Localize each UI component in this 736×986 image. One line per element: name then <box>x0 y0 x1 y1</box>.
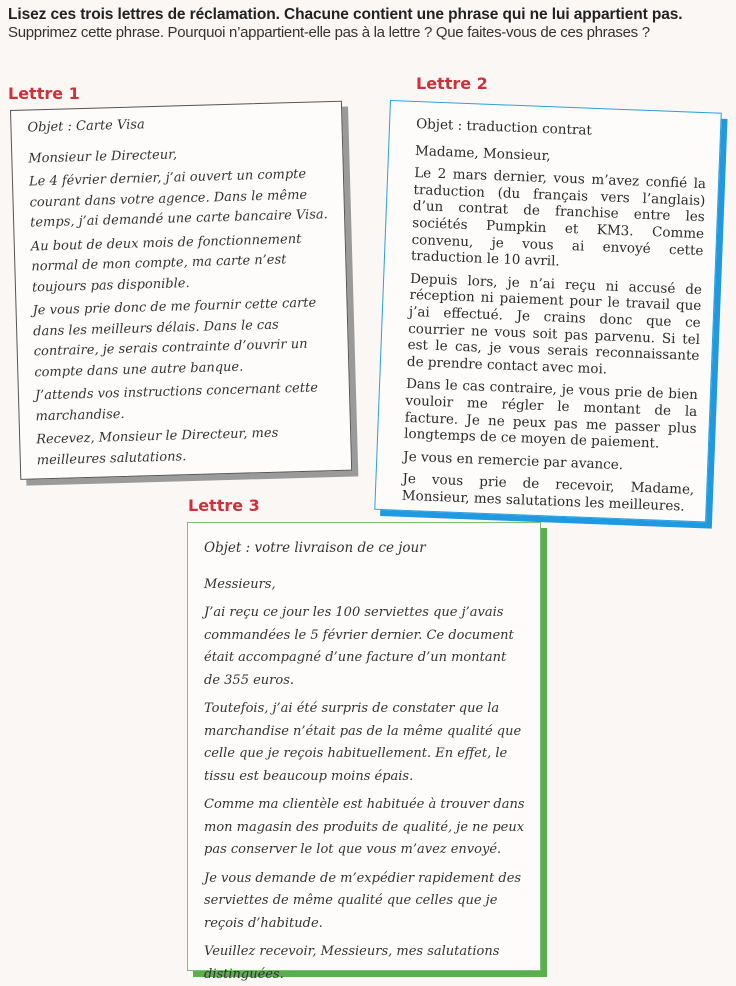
exercise-instructions <box>8 6 736 42</box>
letter-1-closing: Recevez, Monsieur le Directeur, mes meilleures salutations. <box>36 425 279 468</box>
letter-2-card <box>374 100 721 522</box>
letter-2-paragraph: Dans le cas contraire, je vous prie de bien vouloir me régler le montant de la facture. Je ne peux pas me passer plus longtemps de ce moyen de paiement. <box>403 376 699 452</box>
letter-1-greeting: Monsieur le Directeur, <box>28 146 178 167</box>
letter-3-paragraph: Toutefois, j’ai été surpris de constater que la marchandise n’était pas de la même qualité que celle que je reçois habituellement. En effet, le tissu est beaucoup moins épais. <box>204 701 522 784</box>
letter-3-label: Lettre 3 <box>188 496 260 515</box>
letter-2-paragraph: Je vous en remercie par avance. <box>403 448 624 473</box>
letter-2-paragraph: Depuis lors, je n’ai reçu ni accusé de réception ni paiement pour le travail que j’ai effectué. Je crains donc que ce courrier ne vous soit pas parvenu. Si tel est le cas, je vous serais reconnaissante de prendre contact avec moi. <box>406 270 703 378</box>
letter-1-card <box>10 101 352 480</box>
letter-1-label: Lettre 1 <box>8 84 80 103</box>
letter-3-closing: Veuillez recevoir, Messieurs, mes salutations distinguées. <box>204 944 500 982</box>
letter-3-paragraph: Comme ma clientèle est habituée à trouver dans mon magasin des produits de qualité, je ne peux pas conserver le lot que vous m’avez envoyé. <box>204 797 525 857</box>
letter-2-greeting: Madame, Monsieur, <box>414 142 552 164</box>
letter-2-paragraph: Le 2 mars dernier, vous m’avez confié la traduction (du français vers l’anglais) d’un contrat de franchise entre les sociétés Pumpkin et KM3. Comme convenu, je vous ai envoyé cette traduction le 10 avril. <box>410 165 707 270</box>
letter-1-paragraph: Au bout de deux mois de fonctionnement normal de mon compte, ma carte n’est toujours pas disponible. <box>30 231 302 295</box>
letter-2-label: Lettre 2 <box>416 74 488 93</box>
letter-2-closing: Je vous prie de recevoir, Madame, Monsieur, mes salutations les meilleures. <box>401 471 695 515</box>
letter-3-paragraph: Je vous demande de m’expédier rapidement des serviettes de même qualité que celles que je reçois d’habitude. <box>204 870 522 931</box>
letter-1-paragraph: Je vous prie donc de me fournir cette carte dans les meilleurs délais. Dans le cas contraire, je serais contrainte d’ouvrir un compte dans une autre banque. <box>32 295 317 380</box>
letter-2-subject: Objet : traduction contrat <box>415 116 593 139</box>
instructions-subtitle: Supprimez cette phrase. Pourquoi n’appartient-elle pas à la lettre ? Que faites-vous de ces phrases ? <box>8 24 650 41</box>
letter-1-paragraph: Le 4 février dernier, j’ai ouvert un compte courant dans votre agence. Dans le même temps, j’ai demandé une carte bancaire Visa. <box>28 166 328 231</box>
letter-3-subject: Objet : votre livraison de ce jour <box>204 540 426 556</box>
letter-1-subject: Objet : Carte Visa <box>27 117 145 136</box>
instructions-title: Lisez ces trois lettres de réclamation. Chacune contient une phrase qui ne lui appartient pas. <box>8 6 683 23</box>
letter-3-paragraph: J’ai reçu ce jour les 100 serviettes que j’avais commandées le 5 février dernier. Ce document était accompagné d’une facture d’un montant de 355 euros. <box>204 605 514 688</box>
letter-3-card <box>187 522 541 982</box>
letter-1-paragraph: J’attends vos instructions concernant cette marchandise. <box>34 380 319 424</box>
letter-3-greeting: Messieurs, <box>204 576 276 592</box>
